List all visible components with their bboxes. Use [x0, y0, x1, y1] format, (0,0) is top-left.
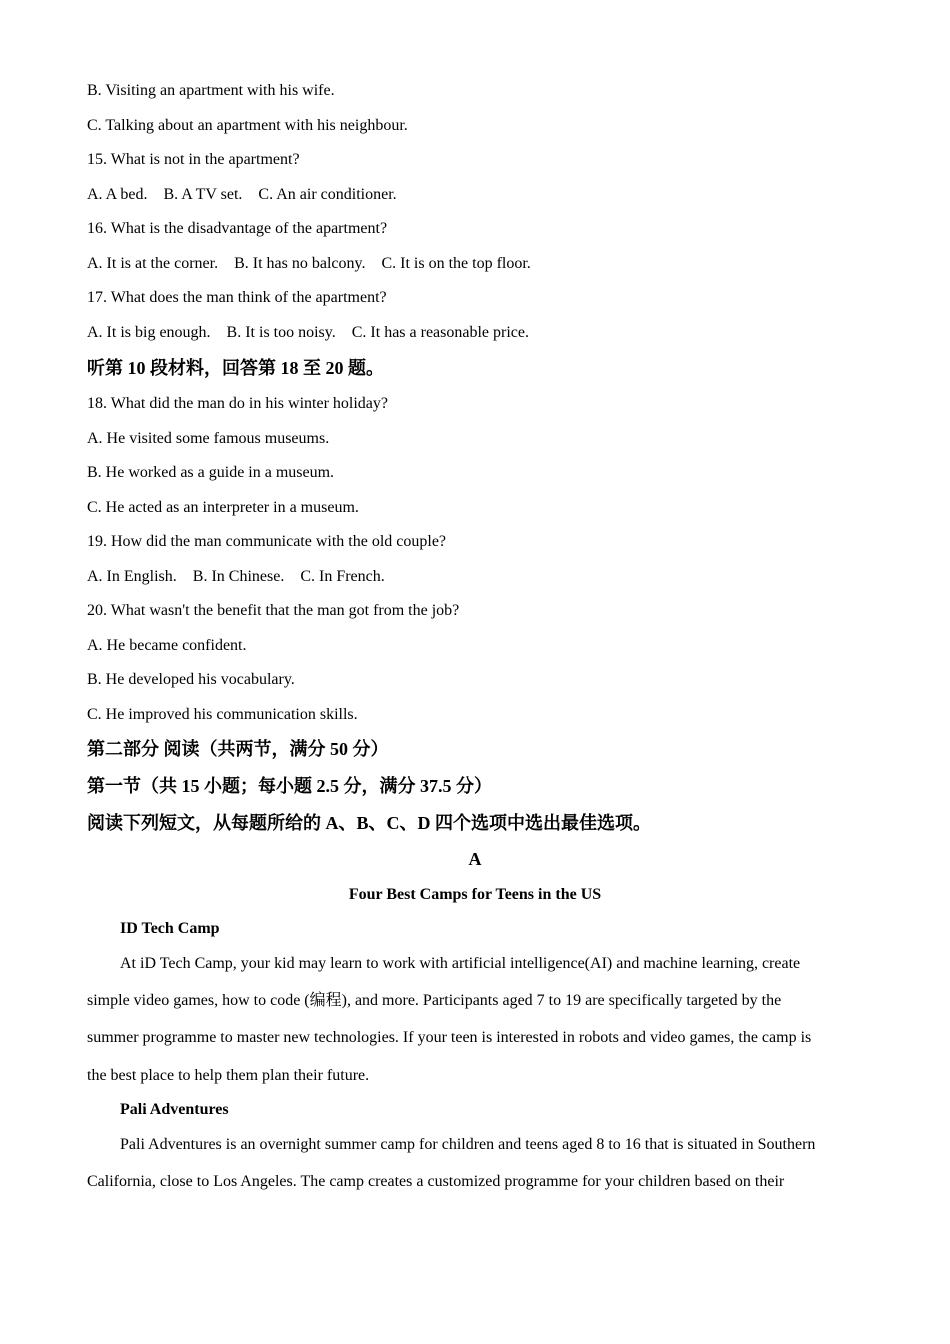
q19-question: 19. How did the man communicate with the old couple?: [87, 533, 447, 550]
section10-heading: 听第 10 段材料，回答第 18 至 20 题。: [87, 358, 384, 378]
q20-option-a: A. He became confident.: [87, 637, 247, 654]
q16-question: 16. What is the disadvantage of the apartment?: [87, 220, 388, 237]
camp2-line: Pali Adventures is an overnight summer camp for children and teens aged 8 to 16 that is situated in Southern: [120, 1136, 816, 1153]
q14-option-c: C. Talking about an apartment with his neighbour.: [87, 117, 408, 134]
q18-option-c: C. He acted as an interpreter in a museum.: [87, 499, 359, 516]
camp2-line: California, close to Los Angeles. The camp creates a customized programme for your children based on their: [87, 1173, 785, 1190]
q15-options: A. A bed. B. A TV set. C. An air conditioner.: [87, 186, 397, 203]
q20-option-b: B. He developed his vocabulary.: [87, 671, 295, 688]
camp2-name: Pali Adventures: [120, 1101, 229, 1118]
camp1-line: At iD Tech Camp, your kid may learn to work with artificial intelligence(AI) and machine learning, create: [120, 955, 801, 972]
passage-letter: A: [468, 849, 482, 869]
camp1-line: simple video games, how to code (编程), and more. Participants aged 7 to 19 are specifically targeted by the: [87, 992, 782, 1009]
camp1-line: summer programme to master new technologies. If your teen is interested in robots and video games, the camp is: [87, 1029, 812, 1046]
q20-question: 20. What wasn't the benefit that the man got from the job?: [87, 602, 460, 619]
q19-options: A. In English. B. In Chinese. C. In French.: [87, 568, 385, 585]
section-heading: 第一节（共 15 小题；每小题 2.5 分，满分 37.5 分）: [87, 776, 492, 796]
part-heading: 第二部分 阅读（共两节，满分 50 分）: [87, 739, 389, 759]
camp1-name: ID Tech Camp: [120, 920, 220, 937]
q17-options: A. It is big enough. B. It is too noisy. C. It has a reasonable price.: [87, 324, 529, 341]
q20-option-c: C. He improved his communication skills.: [87, 706, 358, 723]
q15-question: 15. What is not in the apartment?: [87, 151, 300, 168]
camp1-line: the best place to help them plan their future.: [87, 1067, 370, 1084]
q17-question: 17. What does the man think of the apartment?: [87, 289, 387, 306]
passage-title: Four Best Camps for Teens in the US: [348, 886, 602, 903]
reading-instruction: 阅读下列短文，从每题所给的 A、B、C、D 四个选项中选出最佳选项。: [87, 813, 651, 833]
q18-question: 18. What did the man do in his winter holiday?: [87, 395, 388, 412]
q18-option-a: A. He visited some famous museums.: [87, 430, 330, 447]
q16-options: A. It is at the corner. B. It has no balcony. C. It is on the top floor.: [87, 255, 531, 272]
q18-option-b: B. He worked as a guide in a museum.: [87, 464, 335, 481]
q14-option-b: B. Visiting an apartment with his wife.: [87, 82, 335, 99]
